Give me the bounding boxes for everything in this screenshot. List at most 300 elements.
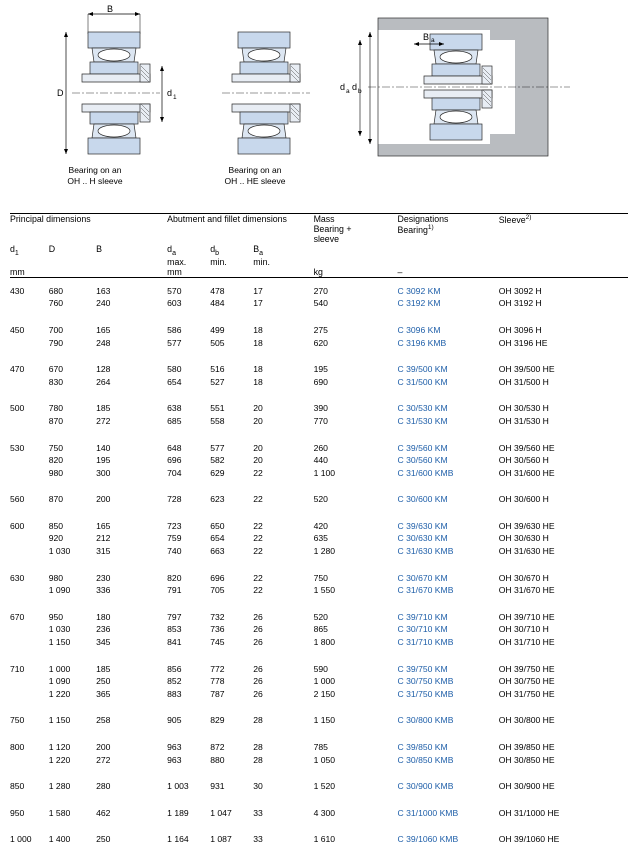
cell-mass: 865 bbox=[313, 624, 328, 635]
figure-bearing-oh-h-sleeve bbox=[10, 4, 180, 209]
cell-ba: 18 bbox=[253, 337, 263, 348]
cell-mass: 1 610 bbox=[313, 834, 336, 845]
cell-ba: 26 bbox=[253, 676, 263, 687]
cell-bearing-designation[interactable]: C 30/710 KM bbox=[397, 624, 448, 635]
cell-mass: 1 000 bbox=[313, 676, 336, 687]
cell-D: 680 bbox=[48, 285, 64, 296]
cell-mass: 785 bbox=[313, 742, 328, 752]
cell-d1: 560 bbox=[10, 494, 25, 505]
cell-bearing-designation[interactable]: C 31/710 KMB bbox=[397, 637, 454, 648]
cell-sleeve-designation: OH 39/850 HE bbox=[498, 742, 555, 752]
cell-da: 704 bbox=[167, 467, 182, 478]
figure-abutment-dimensions bbox=[330, 4, 630, 209]
cell-ba: 18 bbox=[253, 324, 263, 335]
cell-B: 128 bbox=[96, 364, 111, 375]
figure-1-drawing bbox=[10, 4, 180, 179]
cell-db: 931 bbox=[210, 781, 225, 792]
cell-sleeve-designation: OH 3196 HE bbox=[498, 337, 548, 348]
cell-da: 685 bbox=[167, 415, 182, 426]
cell-db: 736 bbox=[210, 624, 225, 635]
cell-db: 787 bbox=[210, 688, 225, 699]
cell-bearing-designation[interactable]: C 30/670 KM bbox=[397, 572, 448, 583]
cell-db: 551 bbox=[210, 403, 225, 414]
figure-row bbox=[10, 0, 628, 209]
cell-ba: 26 bbox=[253, 637, 263, 648]
cell-db: 499 bbox=[210, 324, 225, 335]
cell-da: 853 bbox=[167, 624, 182, 635]
figure-3-drawing bbox=[330, 4, 630, 179]
cell-sleeve-designation: OH 39/750 HE bbox=[498, 663, 555, 674]
cell-ba: 22 bbox=[253, 533, 263, 544]
symbol-db-qual: min. bbox=[210, 256, 227, 267]
cell-db: 582 bbox=[210, 455, 225, 466]
table-row bbox=[10, 376, 628, 396]
cell-mass: 1 800 bbox=[313, 637, 336, 648]
symbol-mass-empty bbox=[314, 244, 398, 267]
unit-abutment: mm bbox=[167, 266, 182, 277]
cell-db: 629 bbox=[210, 467, 225, 478]
cell-sleeve-designation: OH 3192 H bbox=[498, 298, 542, 309]
svg-text:B: B bbox=[106, 4, 114, 14]
cell-ba: 22 bbox=[253, 585, 263, 596]
symbol-da-main: d bbox=[167, 244, 173, 254]
header-abutment-dimensions: Abutment and fillet dimensions bbox=[167, 214, 287, 224]
symbol-D: D bbox=[48, 244, 56, 254]
cell-sleeve-designation: OH 30/850 HE bbox=[498, 754, 555, 765]
cell-sleeve-designation: OH 31/630 HE bbox=[498, 546, 555, 557]
svg-text:B: B bbox=[423, 32, 430, 42]
symbol-d1-sub: 1 bbox=[14, 249, 19, 257]
cell-da: 797 bbox=[167, 611, 182, 622]
cell-da: 654 bbox=[167, 376, 182, 387]
symbol-d1 bbox=[10, 244, 49, 267]
cell-mass: 590 bbox=[313, 663, 328, 674]
cell-D: 670 bbox=[48, 364, 64, 375]
cell-B: 272 bbox=[96, 415, 111, 426]
header-mass-title: Mass bbox=[313, 214, 335, 224]
cell-mass: 1 100 bbox=[313, 467, 336, 478]
cell-bearing-designation[interactable]: C 39/750 KM bbox=[397, 663, 448, 674]
unit-B-empty bbox=[96, 267, 167, 278]
cell-ba: 22 bbox=[253, 494, 263, 505]
symbol-sleeve-empty bbox=[499, 244, 628, 267]
cell-B: 163 bbox=[96, 285, 111, 296]
cell-B: 140 bbox=[96, 442, 111, 453]
cell-mass: 275 bbox=[313, 324, 328, 335]
unit-designations: – bbox=[397, 266, 403, 277]
unit-D-empty bbox=[49, 267, 96, 278]
cell-sleeve-designation: OH 30/710 H bbox=[498, 624, 549, 635]
cell-ba: 22 bbox=[253, 520, 263, 531]
cell-sleeve-designation: OH 30/560 H bbox=[498, 455, 549, 466]
symbol-d1-main: d bbox=[10, 244, 15, 254]
cell-B: 248 bbox=[96, 337, 111, 348]
unit-mass: kg bbox=[313, 266, 323, 277]
specs-table bbox=[10, 213, 628, 853]
cell-bearing-designation[interactable]: C 39/630 KM bbox=[397, 520, 448, 531]
cell-db: 577 bbox=[210, 442, 225, 453]
cell-bearing-designation[interactable]: C 30/900 KMB bbox=[397, 781, 454, 792]
figure-1-caption bbox=[10, 165, 180, 187]
cell-mass: 1 520 bbox=[313, 781, 336, 792]
unit-ba-empty bbox=[253, 267, 313, 278]
cell-mass: 390 bbox=[313, 403, 328, 414]
cell-d1: 1 000 bbox=[10, 834, 32, 845]
cell-D: 700 bbox=[48, 324, 64, 335]
cell-da: 963 bbox=[167, 742, 182, 752]
cell-da: 883 bbox=[167, 688, 182, 699]
header-symbol-row bbox=[10, 244, 628, 267]
cell-bearing-designation[interactable]: C 30/630 KM bbox=[397, 533, 448, 544]
cell-D: 830 bbox=[48, 376, 64, 387]
header-mass-sub1: Bearing + bbox=[313, 224, 352, 234]
table-row bbox=[10, 688, 628, 708]
cell-ba: 18 bbox=[253, 376, 263, 387]
cell-mass: 540 bbox=[313, 298, 328, 309]
table-row bbox=[10, 337, 628, 357]
cell-da: 723 bbox=[167, 520, 182, 531]
cell-bearing-designation[interactable]: C 31/750 KMB bbox=[397, 688, 454, 699]
cell-db: 478 bbox=[210, 285, 225, 296]
cell-sleeve-designation: OH 39/710 HE bbox=[498, 611, 555, 622]
cell-mass: 270 bbox=[313, 285, 328, 296]
cell-d1: 710 bbox=[10, 663, 25, 674]
table-row bbox=[10, 707, 628, 734]
cell-mass: 690 bbox=[313, 376, 328, 387]
table-row bbox=[10, 277, 628, 297]
figure-2-caption-line1: Bearing on an bbox=[228, 165, 282, 175]
cell-B: 165 bbox=[96, 520, 111, 531]
table-row bbox=[10, 435, 628, 455]
cell-D: 1 400 bbox=[48, 834, 71, 845]
svg-text:a: a bbox=[346, 88, 350, 95]
cell-D: 950 bbox=[48, 611, 64, 622]
cell-db: 650 bbox=[210, 520, 225, 531]
header-designations bbox=[398, 214, 499, 245]
cell-sleeve-designation: OH 30/750 HE bbox=[498, 676, 555, 687]
cell-db: 872 bbox=[210, 742, 225, 752]
cell-d1: 530 bbox=[10, 442, 25, 453]
cell-da: 1 003 bbox=[167, 781, 189, 792]
figure-bearing-oh-he-sleeve bbox=[180, 4, 330, 209]
cell-bearing-designation[interactable]: C 3196 KMB bbox=[397, 337, 447, 348]
cell-D: 920 bbox=[48, 533, 64, 544]
cell-bearing-designation[interactable]: C 39/710 KM bbox=[397, 611, 448, 622]
cell-D: 980 bbox=[48, 467, 64, 478]
cell-mass: 2 150 bbox=[313, 688, 336, 699]
cell-db: 516 bbox=[210, 364, 225, 375]
cell-B: 195 bbox=[96, 455, 111, 466]
cell-B: 240 bbox=[96, 298, 111, 309]
cell-ba: 28 bbox=[253, 715, 263, 726]
cell-ba: 20 bbox=[253, 403, 263, 414]
cell-B: 258 bbox=[96, 715, 111, 726]
cell-ba: 22 bbox=[253, 572, 263, 583]
cell-sleeve-designation: OH 31/750 HE bbox=[498, 688, 555, 699]
cell-mass: 420 bbox=[313, 520, 328, 531]
table-row bbox=[10, 754, 628, 774]
cell-ba: 26 bbox=[253, 624, 263, 635]
figure-2-caption-line2: OH .. HE sleeve bbox=[224, 176, 286, 186]
footnote-marker-2: 2) bbox=[525, 214, 532, 221]
cell-ba: 17 bbox=[253, 285, 263, 296]
cell-D: 1 030 bbox=[48, 624, 71, 635]
cell-db: 527 bbox=[210, 376, 225, 387]
cell-ba: 17 bbox=[253, 298, 263, 309]
table-row bbox=[10, 532, 628, 545]
cell-da: 963 bbox=[167, 754, 182, 765]
cell-da: 905 bbox=[167, 715, 182, 726]
cell-bearing-designation[interactable]: C 30/750 KMB bbox=[397, 676, 454, 687]
cell-B: 365 bbox=[96, 688, 111, 699]
cell-mass: 520 bbox=[313, 611, 328, 622]
cell-mass: 260 bbox=[313, 442, 328, 453]
cell-sleeve-designation: OH 30/630 H bbox=[498, 533, 549, 544]
cell-D: 1 120 bbox=[48, 742, 71, 752]
cell-sleeve-designation: OH 30/530 H bbox=[498, 403, 549, 414]
svg-text:d: d bbox=[167, 88, 173, 98]
cell-sleeve-designation: OH 30/600 H bbox=[498, 494, 549, 505]
cell-sleeve-designation: OH 31/530 H bbox=[498, 415, 549, 426]
cell-B: 180 bbox=[96, 611, 111, 622]
symbol-B: B bbox=[96, 244, 102, 254]
cell-ba: 26 bbox=[253, 688, 263, 699]
cell-ba: 28 bbox=[253, 754, 263, 765]
table-row bbox=[10, 604, 628, 624]
cell-sleeve-designation: OH 31/600 HE bbox=[498, 467, 555, 478]
symbol-ba-sub: a bbox=[259, 249, 264, 257]
cell-da: 586 bbox=[167, 324, 182, 335]
cell-B: 200 bbox=[96, 742, 111, 752]
table-row bbox=[10, 513, 628, 533]
table-row bbox=[10, 734, 628, 754]
cell-D: 1 030 bbox=[48, 546, 71, 557]
cell-d1: 850 bbox=[10, 781, 25, 792]
cell-db: 623 bbox=[210, 494, 225, 505]
cell-db: 663 bbox=[210, 546, 225, 557]
cell-d1: 430 bbox=[10, 285, 25, 296]
cell-B: 250 bbox=[96, 676, 111, 687]
cell-sleeve-designation: OH 3092 H bbox=[498, 285, 542, 296]
cell-da: 570 bbox=[167, 285, 182, 296]
cell-bearing-designation[interactable]: C 30/800 KMB bbox=[397, 715, 454, 726]
cell-ba: 20 bbox=[253, 455, 263, 466]
cell-da: 856 bbox=[167, 663, 182, 674]
cell-sleeve-designation: OH 31/1000 HE bbox=[498, 807, 560, 818]
cell-bearing-designation[interactable]: C 39/500 KM bbox=[397, 364, 448, 375]
cell-sleeve-designation: OH 39/560 HE bbox=[498, 442, 555, 453]
cell-ba: 33 bbox=[253, 807, 263, 818]
cell-db: 829 bbox=[210, 715, 225, 726]
cell-B: 264 bbox=[96, 376, 111, 387]
cell-db: 705 bbox=[210, 585, 225, 596]
symbol-db bbox=[210, 244, 253, 267]
symbol-da-sub: a bbox=[172, 249, 176, 257]
svg-text:d: d bbox=[352, 82, 358, 92]
cell-da: 791 bbox=[167, 585, 182, 596]
symbol-db-sub: b bbox=[215, 249, 220, 257]
cell-D: 790 bbox=[48, 337, 64, 348]
table-row bbox=[10, 584, 628, 604]
cell-D: 1 000 bbox=[48, 663, 71, 674]
cell-db: 654 bbox=[210, 533, 225, 544]
cell-sleeve-designation: OH 30/800 HE bbox=[498, 715, 555, 726]
cell-da: 696 bbox=[167, 455, 182, 466]
cell-D: 850 bbox=[48, 520, 64, 531]
cell-B: 462 bbox=[96, 807, 111, 818]
cell-B: 185 bbox=[96, 403, 111, 414]
symbol-db-main: d bbox=[210, 244, 216, 254]
header-designations-title: Designations bbox=[397, 214, 449, 224]
cell-ba: 22 bbox=[253, 467, 263, 478]
svg-text:D: D bbox=[57, 88, 64, 98]
table-row bbox=[10, 675, 628, 688]
cell-d1: 750 bbox=[10, 715, 25, 726]
cell-da: 728 bbox=[167, 494, 182, 505]
cell-D: 780 bbox=[48, 403, 64, 414]
cell-db: 1 047 bbox=[210, 807, 232, 818]
cell-B: 165 bbox=[96, 324, 111, 335]
cell-da: 577 bbox=[167, 337, 182, 348]
cell-db: 745 bbox=[210, 637, 225, 648]
cell-da: 638 bbox=[167, 403, 182, 414]
figure-2-drawing bbox=[180, 4, 330, 179]
header-group-row bbox=[10, 214, 628, 245]
symbol-ba-main: B bbox=[253, 244, 260, 254]
cell-mass: 1 280 bbox=[313, 546, 336, 557]
cell-B: 315 bbox=[96, 546, 111, 557]
figure-2-caption bbox=[180, 165, 330, 187]
cell-db: 484 bbox=[210, 298, 225, 309]
figure-1-caption-line2: OH .. H sleeve bbox=[67, 176, 123, 186]
cell-D: 1 220 bbox=[48, 688, 71, 699]
cell-bearing-designation[interactable]: C 39/560 KM bbox=[397, 442, 448, 453]
cell-bearing-designation[interactable]: C 30/850 KMB bbox=[397, 754, 454, 765]
svg-text:d: d bbox=[340, 82, 346, 92]
cell-ba: 18 bbox=[253, 364, 263, 375]
cell-D: 750 bbox=[48, 442, 64, 453]
cell-db: 772 bbox=[210, 663, 225, 674]
table-row bbox=[10, 297, 628, 317]
cell-bearing-designation[interactable]: C 30/530 KM bbox=[397, 403, 448, 414]
cell-bearing-designation[interactable]: C 3096 KM bbox=[397, 324, 441, 335]
cell-d1: 470 bbox=[10, 364, 25, 375]
svg-text:b: b bbox=[358, 88, 362, 95]
cell-B: 185 bbox=[96, 663, 111, 674]
cell-ba: 30 bbox=[253, 781, 263, 792]
cell-da: 1 189 bbox=[167, 807, 189, 818]
table-row bbox=[10, 467, 628, 487]
cell-bearing-designation[interactable]: C 39/1060 KMB bbox=[397, 834, 459, 845]
cell-B: 345 bbox=[96, 637, 111, 648]
figure-1-caption-line1: Bearing on an bbox=[68, 165, 122, 175]
symbol-da-qual: max. bbox=[167, 256, 187, 267]
cell-D: 1 150 bbox=[48, 637, 71, 648]
cell-d1: 600 bbox=[10, 520, 25, 531]
cell-ba: 28 bbox=[253, 742, 263, 752]
cell-bearing-designation[interactable]: C 31/670 KMB bbox=[397, 585, 454, 596]
cell-bearing-designation[interactable]: C 31/530 KM bbox=[397, 415, 448, 426]
cell-D: 760 bbox=[48, 298, 64, 309]
cell-ba: 20 bbox=[253, 442, 263, 453]
cell-d1: 500 bbox=[10, 403, 25, 414]
symbol-ba-qual: min. bbox=[253, 256, 270, 267]
header-designation-bearing: Bearing bbox=[397, 224, 428, 235]
table-row bbox=[10, 454, 628, 467]
specifications-table bbox=[10, 213, 628, 853]
cell-ba: 22 bbox=[253, 546, 263, 557]
table-row bbox=[10, 415, 628, 435]
cell-D: 870 bbox=[48, 415, 64, 426]
cell-sleeve-designation: OH 31/710 HE bbox=[498, 637, 555, 648]
table-row bbox=[10, 565, 628, 585]
cell-da: 820 bbox=[167, 572, 182, 583]
symbol-Ba bbox=[253, 244, 313, 267]
header-principal-dimensions: Principal dimensions bbox=[10, 214, 91, 224]
cell-sleeve-designation: OH 30/900 HE bbox=[498, 781, 555, 792]
cell-D: 870 bbox=[48, 494, 64, 505]
cell-mass: 1 150 bbox=[313, 715, 336, 726]
cell-db: 732 bbox=[210, 611, 225, 622]
cell-db: 696 bbox=[210, 572, 225, 583]
cell-bearing-designation[interactable]: C 3092 KM bbox=[397, 285, 441, 296]
cell-d1: 630 bbox=[10, 572, 25, 583]
cell-sleeve-designation: OH 39/500 HE bbox=[498, 364, 555, 375]
cell-bearing-designation[interactable]: C 31/1000 KMB bbox=[397, 807, 459, 818]
cell-bearing-designation[interactable]: C 30/560 KM bbox=[397, 455, 448, 466]
cell-D: 1 090 bbox=[48, 676, 71, 687]
cell-da: 603 bbox=[167, 298, 182, 309]
table-row bbox=[10, 656, 628, 676]
cell-B: 200 bbox=[96, 494, 111, 505]
cell-D: 1 220 bbox=[48, 754, 71, 765]
cell-mass: 440 bbox=[313, 455, 328, 466]
cell-sleeve-designation: OH 30/670 H bbox=[498, 572, 549, 583]
cell-bearing-designation[interactable]: C 3192 KM bbox=[397, 298, 441, 309]
cell-mass: 750 bbox=[313, 572, 328, 583]
header-mass bbox=[314, 214, 398, 245]
cell-B: 250 bbox=[96, 834, 111, 845]
unit-principal: mm bbox=[10, 266, 25, 277]
cell-sleeve-designation: OH 31/500 H bbox=[498, 376, 549, 387]
cell-db: 505 bbox=[210, 337, 225, 348]
cell-sleeve-designation: OH 3096 H bbox=[498, 324, 542, 335]
cell-mass: 1 050 bbox=[313, 754, 336, 765]
table-row bbox=[10, 800, 628, 827]
cell-D: 820 bbox=[48, 455, 64, 466]
cell-d1: 800 bbox=[10, 742, 25, 752]
cell-D: 1 090 bbox=[48, 585, 71, 596]
cell-bearing-designation[interactable]: C 31/600 KMB bbox=[397, 467, 454, 478]
cell-bearing-designation[interactable]: C 31/500 KM bbox=[397, 376, 448, 387]
table-row bbox=[10, 773, 628, 800]
cell-bearing-designation[interactable]: C 30/600 KM bbox=[397, 494, 448, 505]
cell-sleeve-designation: OH 31/670 HE bbox=[498, 585, 555, 596]
cell-mass: 4 300 bbox=[313, 807, 336, 818]
cell-da: 580 bbox=[167, 364, 182, 375]
cell-B: 272 bbox=[96, 754, 111, 765]
cell-sleeve-designation: OH 39/1060 HE bbox=[498, 834, 560, 845]
cell-B: 212 bbox=[96, 533, 111, 544]
symbol-da bbox=[167, 244, 210, 267]
cell-bearing-designation[interactable]: C 39/850 KM bbox=[397, 742, 448, 752]
cell-db: 778 bbox=[210, 676, 225, 687]
table-row bbox=[10, 545, 628, 565]
table-row bbox=[10, 486, 628, 513]
cell-bearing-designation[interactable]: C 31/630 KMB bbox=[397, 546, 454, 557]
cell-mass: 195 bbox=[313, 364, 328, 375]
header-sleeve bbox=[499, 214, 628, 245]
